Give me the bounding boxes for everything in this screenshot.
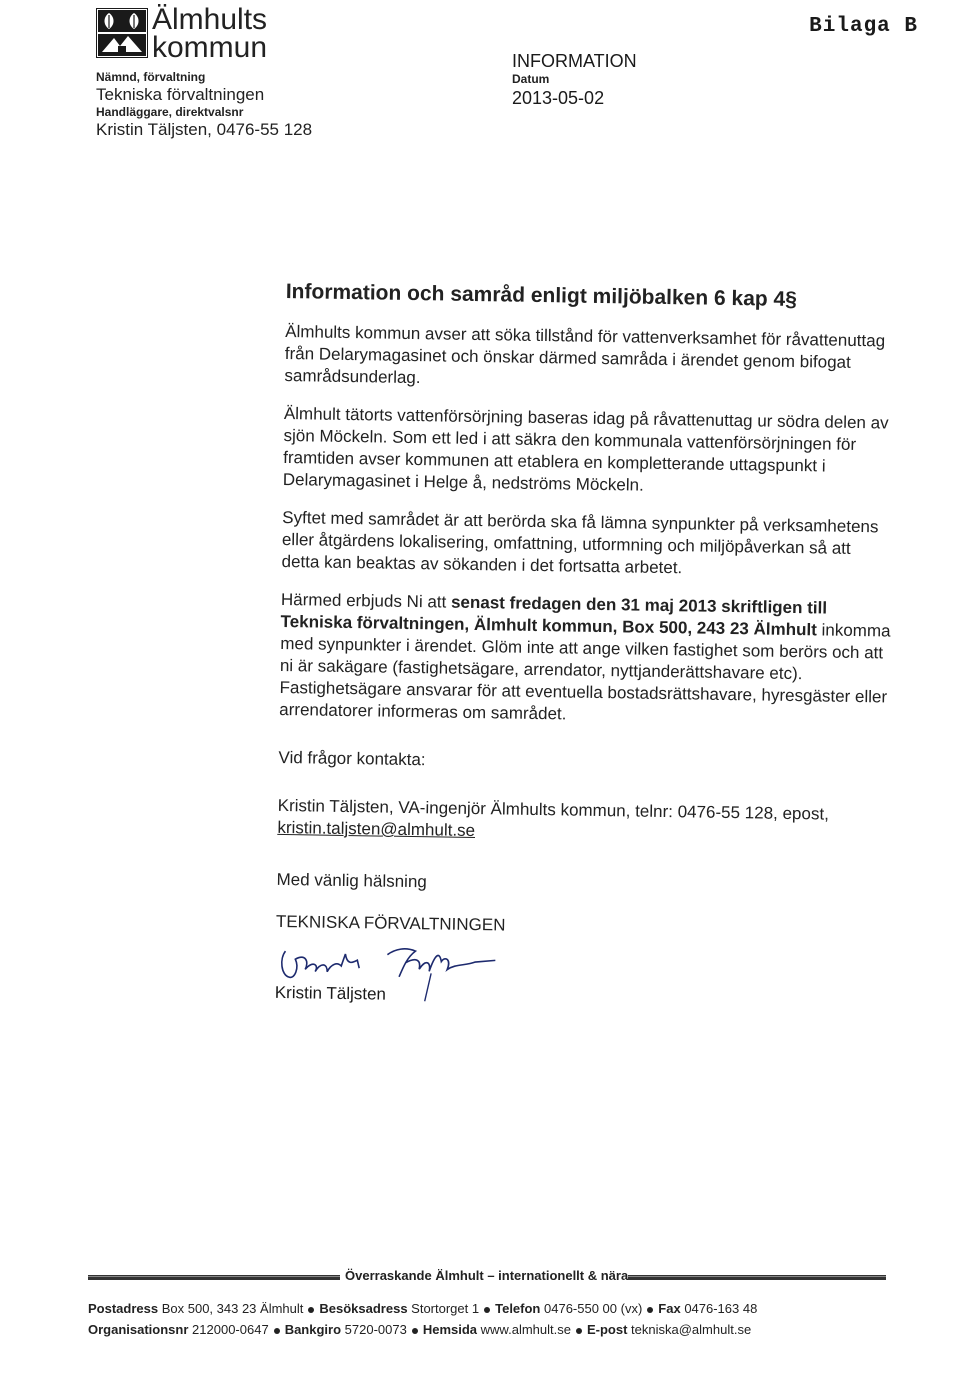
invitation-deadline: senast fredagen den 31 maj 2013 skriftligen till Tekniska förvaltningen, Älmhult kommun, Box 500, 243 23 Älmhult <box>280 592 828 640</box>
telefon-label: Telefon <box>495 1301 541 1316</box>
bullet-icon <box>484 1307 490 1313</box>
footer-contact-row <box>88 1301 757 1316</box>
contact-line: Kristin Täljsten, VA-ingenjör Älmhults kommun, telnr: 0476-55 128, epost, <box>277 795 830 824</box>
document-type: INFORMATION <box>512 51 637 71</box>
officer-value: Kristin Täljsten, 0476-55 128 <box>96 120 313 139</box>
bullet-icon <box>647 1307 653 1313</box>
besoksadress-value: Stortorget 1 <box>411 1301 480 1316</box>
invitation-start: Härmed erbjuds Ni att <box>280 589 452 612</box>
postadress-label: Postadress <box>88 1301 159 1316</box>
bullet-icon <box>274 1328 280 1334</box>
greeting: Med vänlig hälsning <box>276 869 427 892</box>
footer-divider-right <box>628 1270 886 1280</box>
epost-label: E-post <box>586 1322 628 1337</box>
paragraph-purpose: Syftet med samrådet är att berörda ska få lämna synpunkter på verksamhetens eller åtgärdens lokalisering, omfattning, utformning och miljöpåverkan så att detta kan beaktas av sökanden i det fortsatta arbetet. <box>281 507 879 578</box>
fax-value: 0476-163 48 <box>684 1301 758 1316</box>
committee-value: Tekniska förvaltningen <box>96 85 265 104</box>
paragraph-background: Älmhult tätorts vattenförsörjning baseras idag på råvattenuttag ur södra delen av sjön Möckeln. Som ett led i att säkra den kommunala vattenförsörjningen för framtiden avser kommunen att etablera en kompletterande uttagspunkt i Delarymagasinet i Helge å, nedströms Möckeln. <box>282 403 889 495</box>
attachment-label: Bilaga B <box>809 15 918 38</box>
letter-heading: Information och samråd enligt miljöbalken 6 kap 4§ <box>285 280 798 312</box>
officer-label: Handläggare, direktvalsnr <box>96 105 244 119</box>
bullet-icon <box>576 1328 582 1334</box>
postadress-value: Box 500, 343 23 Älmhult <box>161 1301 304 1316</box>
epost-link[interactable]: tekniska@almhult.se <box>631 1322 752 1337</box>
orgnr-value: 212000-0647 <box>192 1322 269 1337</box>
date-label: Datum <box>512 72 550 86</box>
bankgiro-label: Bankgiro <box>284 1322 342 1337</box>
fax-label: Fax <box>658 1301 681 1316</box>
footer-divider-left <box>88 1270 340 1280</box>
department-name: TEKNISKA FÖRVALTNINGEN <box>275 911 506 935</box>
orgnr-label: Organisationsnr <box>88 1322 189 1337</box>
paragraph-invitation <box>279 589 891 731</box>
hemsida-link[interactable]: www.almhult.se <box>480 1322 571 1337</box>
municipality-name-line1: Älmhults <box>152 3 268 36</box>
bullet-icon <box>308 1307 314 1313</box>
hemsida-label: Hemsida <box>422 1322 478 1337</box>
telefon-value: 0476-550 00 (vx) <box>544 1301 643 1316</box>
date-value: 2013-05-02 <box>512 88 605 108</box>
bankgiro-value: 5720-0073 <box>344 1322 407 1337</box>
signature-block <box>274 939 885 1041</box>
letter-body <box>274 280 896 1040</box>
footer-tagline: Överraskande Älmhult – internationellt & nära <box>345 1268 629 1283</box>
contact-email-link[interactable]: kristin.taljsten@almhult.se <box>277 817 476 841</box>
paragraph-intro: Älmhults kommun avser att söka tillstånd för vattenverksamhet för råvattenuttag från Delarymagasinet och önskar därmed samråda i ärendet genom bifogat samrådsunderlag. <box>284 321 886 388</box>
invitation-end: inkomma med synpunkter i ärendet. Glöm inte att ange vilken fastighet som berörs och att ni är sakägare (fastighetsägare, arrendator, nyttjanderättshavare etc). Fastighetsägare ansvarar för att eventuella bostadsrättshavare, hyresgäster eller arrendatorer informeras om samrådet. <box>279 620 891 724</box>
footer-registration-row <box>88 1322 751 1337</box>
bullet-icon <box>412 1328 418 1334</box>
contact-intro: Vid frågor kontakta: <box>278 747 426 770</box>
municipality-logo <box>96 8 148 58</box>
signer-name: Kristin Täljsten <box>274 982 387 1004</box>
municipality-name-line2: kommun <box>152 31 268 64</box>
besoksadress-label: Besöksadress <box>319 1301 408 1316</box>
committee-label: Nämnd, förvaltning <box>96 70 206 84</box>
